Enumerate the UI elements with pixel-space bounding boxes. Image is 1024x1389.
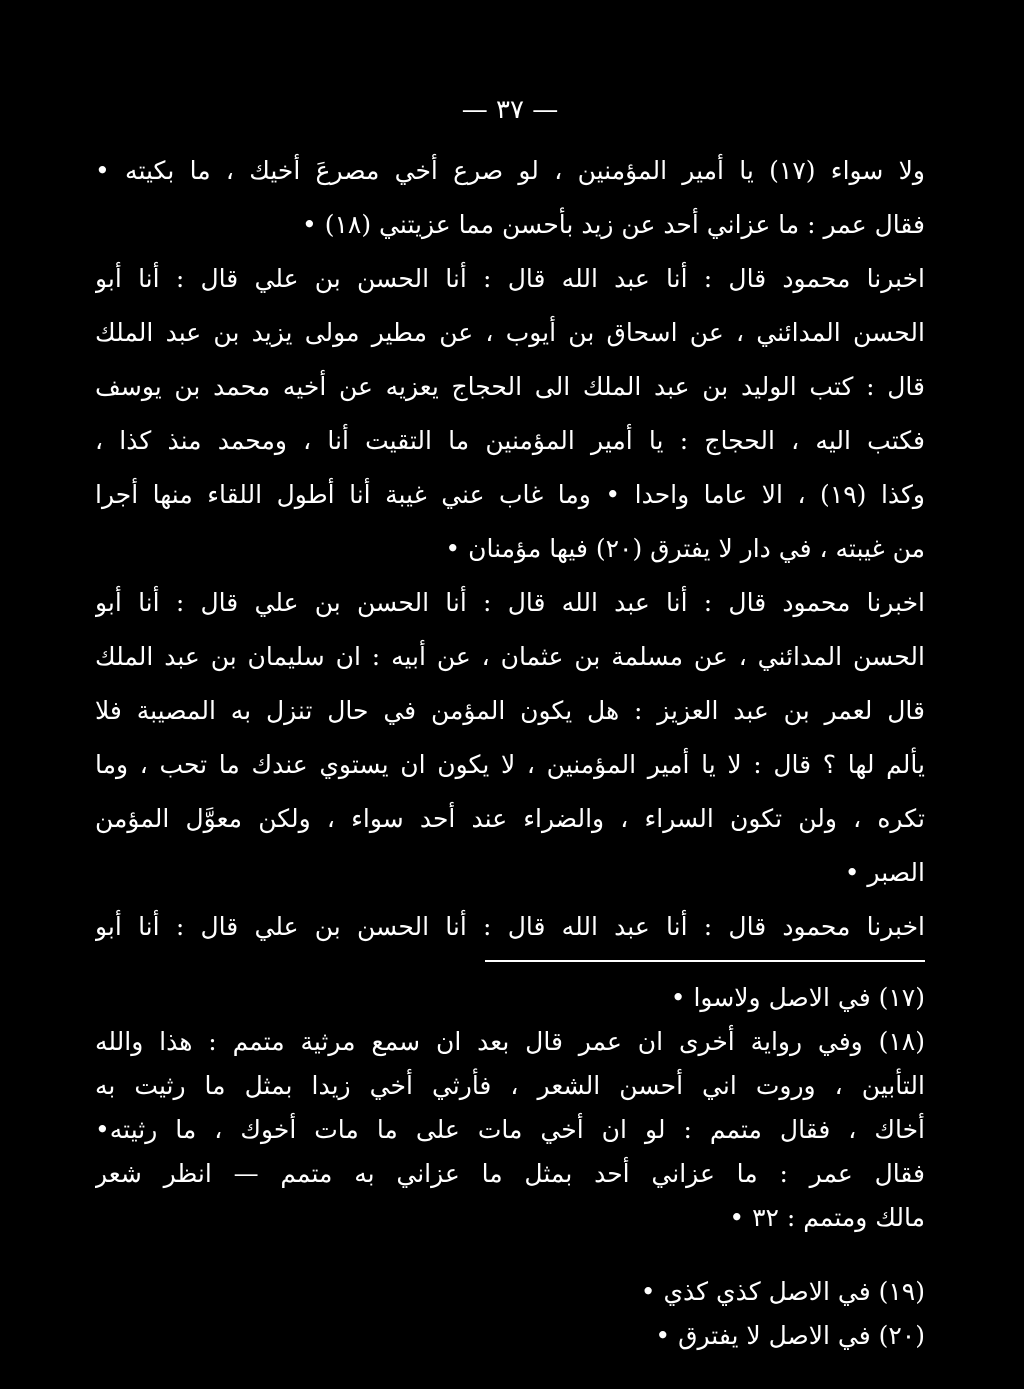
text-line: قال : كتب الوليد بن عبد الملك الى الحجاج يعزيه عن أخيه محمد بن يوسف [95, 372, 925, 401]
document-page [95, 90, 925, 1358]
text-line: اخبرنا محمود قال : أنا عبد الله قال : أنا الحسن بن علي قال : أنا أبو [95, 912, 925, 941]
footnotes [95, 976, 925, 1358]
text-line: يألم لها ؟ قال : لا يا أمير المؤمنين ، لا يكون ان يستوي عندك ما تحب ، وما [95, 750, 925, 779]
text-line: من غيبته ، في دار لا يفترق (٢٠) فيها مؤمنان • [445, 534, 925, 563]
footnote-18: (١٨) وفي رواية أخرى ان عمر قال بعد ان سمع مرثية متمم : هذا والله [95, 1027, 925, 1056]
text-line: تكره ، ولن تكون السراء ، والضراء عند أحد سواء ، ولكن معوَّل المؤمن [95, 804, 925, 833]
text-line: الحسن المدائني ، عن مسلمة بن عثمان ، عن أبيه : ان سليمان بن عبد الملك [95, 642, 925, 671]
footnote-20: (٢٠) في الاصل لا يفترق • [655, 1321, 925, 1350]
text-line: الصبر • [844, 858, 925, 887]
text-line: قال لعمر بن عبد العزيز : هل يكون المؤمن في حال تنزل به المصيبة فلا [95, 696, 925, 725]
text-line: اخبرنا محمود قال : أنا عبد الله قال : أنا الحسن بن علي قال : أنا أبو [95, 264, 925, 293]
footnote-18-cont: فقال عمر : ما عزاني أحد بمثل ما عزاني به متمم — انظر شعر [95, 1159, 925, 1188]
footnote-18-cont: مالك ومتمم : ٣٢ • [729, 1203, 925, 1232]
page-number: — ٣٧ — [461, 95, 559, 125]
footnote-gap [95, 1240, 925, 1270]
footnote-divider [485, 960, 925, 962]
footnote-18-cont: التأبين ، وروت اني أحسن الشعر ، فأرثي أخي زيدا بمثل ما رثيت به [95, 1071, 925, 1100]
text-line: فقال عمر : ما عزاني أحد عن زيد بأحسن مما عزيتني (١٨) • [302, 210, 925, 239]
text-line: وكذا (١٩) ، الا عاما واحدا • وما غاب عني غيبة أنا أطول اللقاء منها أجرا [95, 480, 925, 509]
footnote-18-cont: أخاك ، فقال متمم : لو ان أخي مات على ما مات أخوك ، ما رثيته• [95, 1115, 925, 1144]
text-line: الحسن المدائني ، عن اسحاق بن أيوب ، عن مطير مولى يزيد بن عبد الملك [95, 318, 925, 347]
text-line: اخبرنا محمود قال : أنا عبد الله قال : أنا الحسن بن علي قال : أنا أبو [95, 588, 925, 617]
footnote-17: (١٧) في الاصل ولاسوا • [670, 983, 925, 1012]
footnote-19: (١٩) في الاصل كذي كذي • [640, 1277, 925, 1306]
text-line: ولا سواء (١٧) يا أمير المؤمنين ، لو صرع أخي مصرعَ أخيك ، ما بكيته • [95, 156, 925, 185]
main-text [95, 144, 925, 954]
text-line: فكتب اليه ، الحجاج : يا أمير المؤمنين ما التقيت أنا ، ومحمد منذ كذا ، [95, 426, 925, 455]
